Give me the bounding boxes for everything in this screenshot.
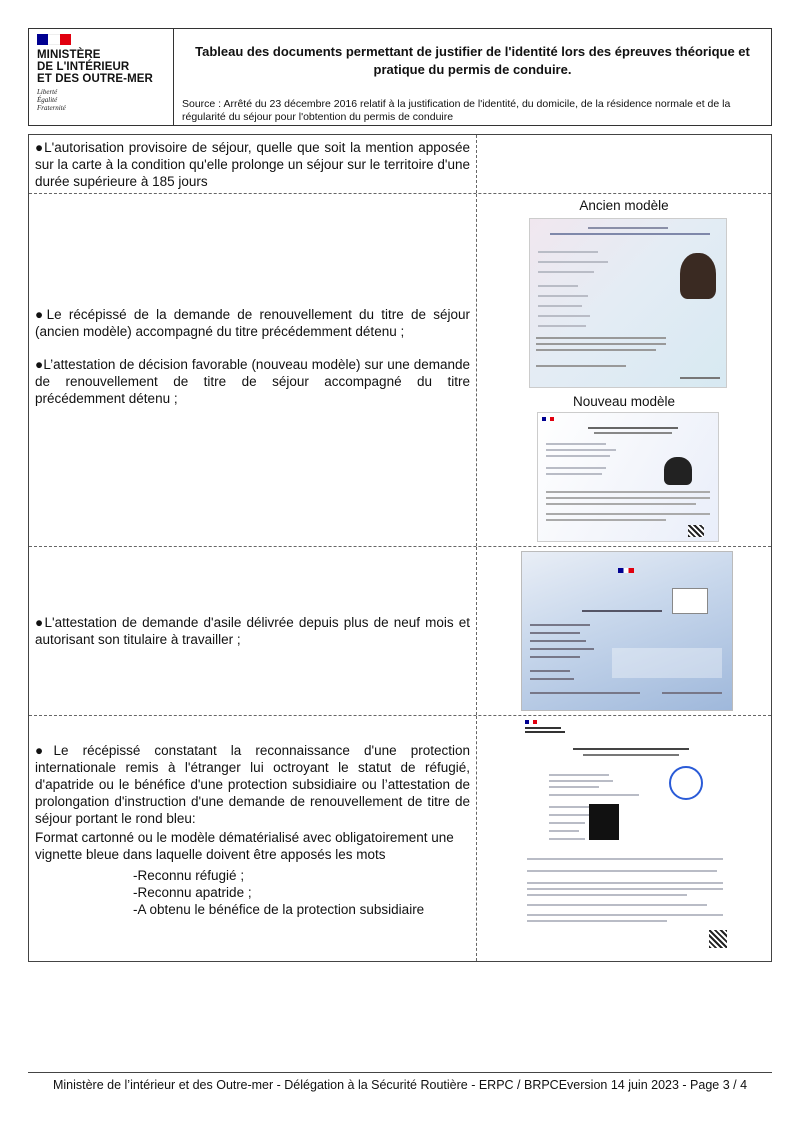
marianne-flag-icon — [37, 34, 71, 45]
list-item: -A obtenu le bénéfice de la protection subsidiaire — [133, 902, 425, 917]
row-description: ●L'autorisation provisoire de séjour, quelle que soit la mention apposée sur la carte à la condition qu'elle prolonge un séjour sur le territoire d'une durée supérieure à 185 jours — [29, 135, 477, 193]
documents-table — [28, 134, 772, 962]
old-receipt-image — [529, 218, 727, 388]
table-row — [29, 194, 771, 546]
prolongation-attestation-image — [523, 718, 733, 956]
asylum-attestation-image — [521, 551, 733, 711]
list-item: -Reconnu apatride ; — [133, 885, 252, 900]
row-image-cell — [477, 716, 771, 961]
footer-divider — [28, 1072, 772, 1073]
republic-motto: Liberté Égalité Fraternité — [37, 88, 66, 112]
new-model-label: Nouveau modèle — [572, 394, 676, 409]
page-footer: Ministère de l’intérieur et des Outre-mer - Délégation à la Sécurité Routière - ERPC / BRPCEversion 14 juin 2023 - Page 3 / 4 — [52, 1078, 748, 1092]
row-image-cell — [477, 135, 771, 193]
row-image-cell — [477, 194, 771, 546]
header-title-cell — [174, 29, 771, 125]
row-description: ●L'attestation de demande d'asile délivrée depuis plus de neuf mois et autorisant son titulaire à travailler ; — [29, 547, 477, 715]
table-row — [29, 716, 771, 961]
old-model-label: Ancien modèle — [579, 198, 669, 213]
page-title: Tableau des documents permettant de justifier de l'identité lors des épreuves théorique et pratique du permis de conduire. — [195, 44, 750, 77]
list-item: -Reconnu réfugié ; — [133, 868, 245, 883]
new-attestation-image — [537, 412, 719, 542]
legal-source: Source : Arrêté du 23 décembre 2016 relatif à la justification de l'identité, du domicile, de la résidence normale et de la régularité du séjour pour l'obtention du permis de conduire — [182, 98, 731, 123]
row-description: ●Le récépissé constatant la reconnaissance d'une protection internationale remis à l'étranger lui octroyant le statut de réfugié, d'apatride ou le bénéfice d'une protection subsidiaire ou l’attestation de prolongation d'instruction d'une demande de renouvellement de titre de séjour portant le rond bleu: Format cartonné ou le modèle dématérialisé avec obligatoirement une vignette bleue dans laquelle doivent être apposés les mots -Reconnu réfugié ; -Reconnu apatride ; -A obtenu le bénéfice de la protection subsidiaire — [29, 716, 477, 961]
table-row — [29, 135, 771, 193]
page-header — [28, 28, 772, 126]
ministry-name: MINISTÈRE DE L'INTÉRIEUR ET DES OUTRE-MER — [37, 49, 153, 85]
row-description: ●Le récépissé de la demande de renouvellement du titre de séjour (ancien modèle) accompagné du titre précédemment détenu ; ●L’attestation de décision favorable (nouveau modèle) sur une demande de renouvellement de titre de séjour accompagné du titre précédemment détenu ; — [29, 194, 477, 546]
row-image-cell — [477, 547, 771, 715]
ministry-logo — [29, 29, 174, 125]
table-row — [29, 547, 771, 715]
